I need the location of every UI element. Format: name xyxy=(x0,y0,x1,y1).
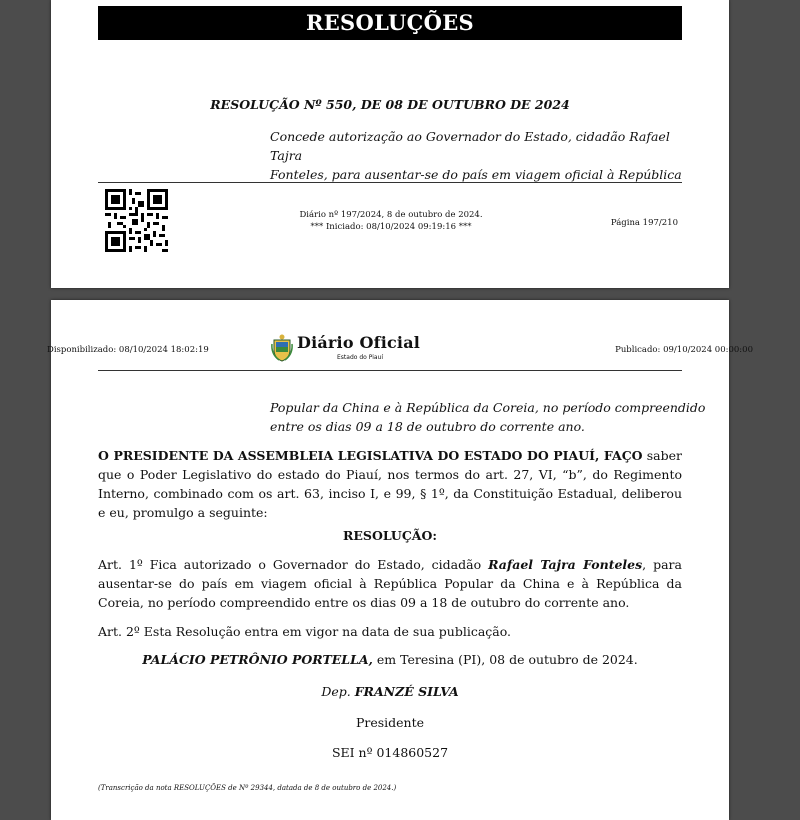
article-2: Art. 2º Esta Resolução entra em vigor na data de sua publicação. xyxy=(98,624,512,639)
signer xyxy=(51,684,729,699)
section-banner: RESOLUÇÕES xyxy=(98,6,682,40)
preamble-text: saber que o Poder Legislativo do estado do Piauí, nos termos do art. 27, VI, “b”, do Regimento Interno, combinado com os art. 63, inciso I, e 99, § 1º, da Constituição Estadual, deliberou e eu, promulgo a seguinte: xyxy=(98,448,683,520)
summary-line: Popular da China e à República da Coreia, no período compreendido xyxy=(270,400,706,415)
place-date xyxy=(51,652,729,667)
article-1-text: Art. 1º Fica autorizado o Governador do Estado, cidadão xyxy=(98,557,489,572)
logo-title: Diário Oficial xyxy=(297,333,421,352)
president-statement: O PRESIDENTE DA ASSEMBLEIA LEGISLATIVA DO ESTADO DO PIAUÍ, FAÇO xyxy=(98,448,643,463)
place-date-text: em Teresina (PI), 08 de outubro de 2024. xyxy=(372,652,638,667)
summary-line: Fonteles, para ausentar-se do país em viagem oficial à República xyxy=(270,167,682,182)
resolution-title: RESOLUÇÃO Nº 550, DE 08 DE OUTUBRO DE 2024 xyxy=(210,97,570,112)
state-crest-icon xyxy=(271,334,293,362)
article-1-text-cont: , para ausentar-se do país em viagem oficial à República Popular da China e à República da Coreia, no período compreendido entre os dias 09 a 18 de outubro do corrente ano. xyxy=(98,557,682,610)
resolution-summary xyxy=(270,127,690,184)
preamble-paragraph xyxy=(98,446,682,522)
signer-prefix: Dep. xyxy=(321,684,355,699)
page-number: Página 197/210 xyxy=(610,218,678,228)
footer-divider xyxy=(98,182,682,183)
diary-info xyxy=(231,209,551,233)
article-1 xyxy=(98,555,682,612)
governor-name: Rafael Tajra Fonteles xyxy=(488,557,643,572)
resolution-heading: RESOLUÇÃO: xyxy=(343,528,437,543)
summary-continuation xyxy=(270,398,710,436)
diario-oficial-logo xyxy=(271,333,421,365)
signer-name: FRANZÉ SILVA xyxy=(354,684,459,699)
transcription-note: (Transcrição da nota RESOLUÇÕES de Nº 29344, datada de 8 de outubro de 2024.) xyxy=(98,784,397,792)
qr-code-icon xyxy=(105,189,168,252)
available-date: Disponibilizado: 08/10/2024 18:02:19 xyxy=(47,345,209,355)
summary-line: entre os dias 09 a 18 de outubro do corrente ano. xyxy=(270,419,585,434)
palace-name: PALÁCIO PETRÔNIO PORTELLA, xyxy=(142,652,373,667)
document-page-197 xyxy=(51,0,729,288)
logo-subtitle: Estado do Piauí xyxy=(337,354,384,361)
summary-line: Concede autorização ao Governador do Estado, cidadão Rafael Tajra xyxy=(270,129,670,163)
signer-role: Presidente xyxy=(355,715,425,730)
published-date: Publicado: 09/10/2024 00:00:00 xyxy=(615,345,753,355)
sei-number: SEI nº 014860527 xyxy=(331,745,449,760)
diary-number: Diário nº 197/2024, 8 de outubro de 2024. xyxy=(299,210,483,220)
header-divider xyxy=(98,370,682,371)
diary-started: *** Iniciado: 08/10/2024 09:19:16 *** xyxy=(310,222,472,232)
